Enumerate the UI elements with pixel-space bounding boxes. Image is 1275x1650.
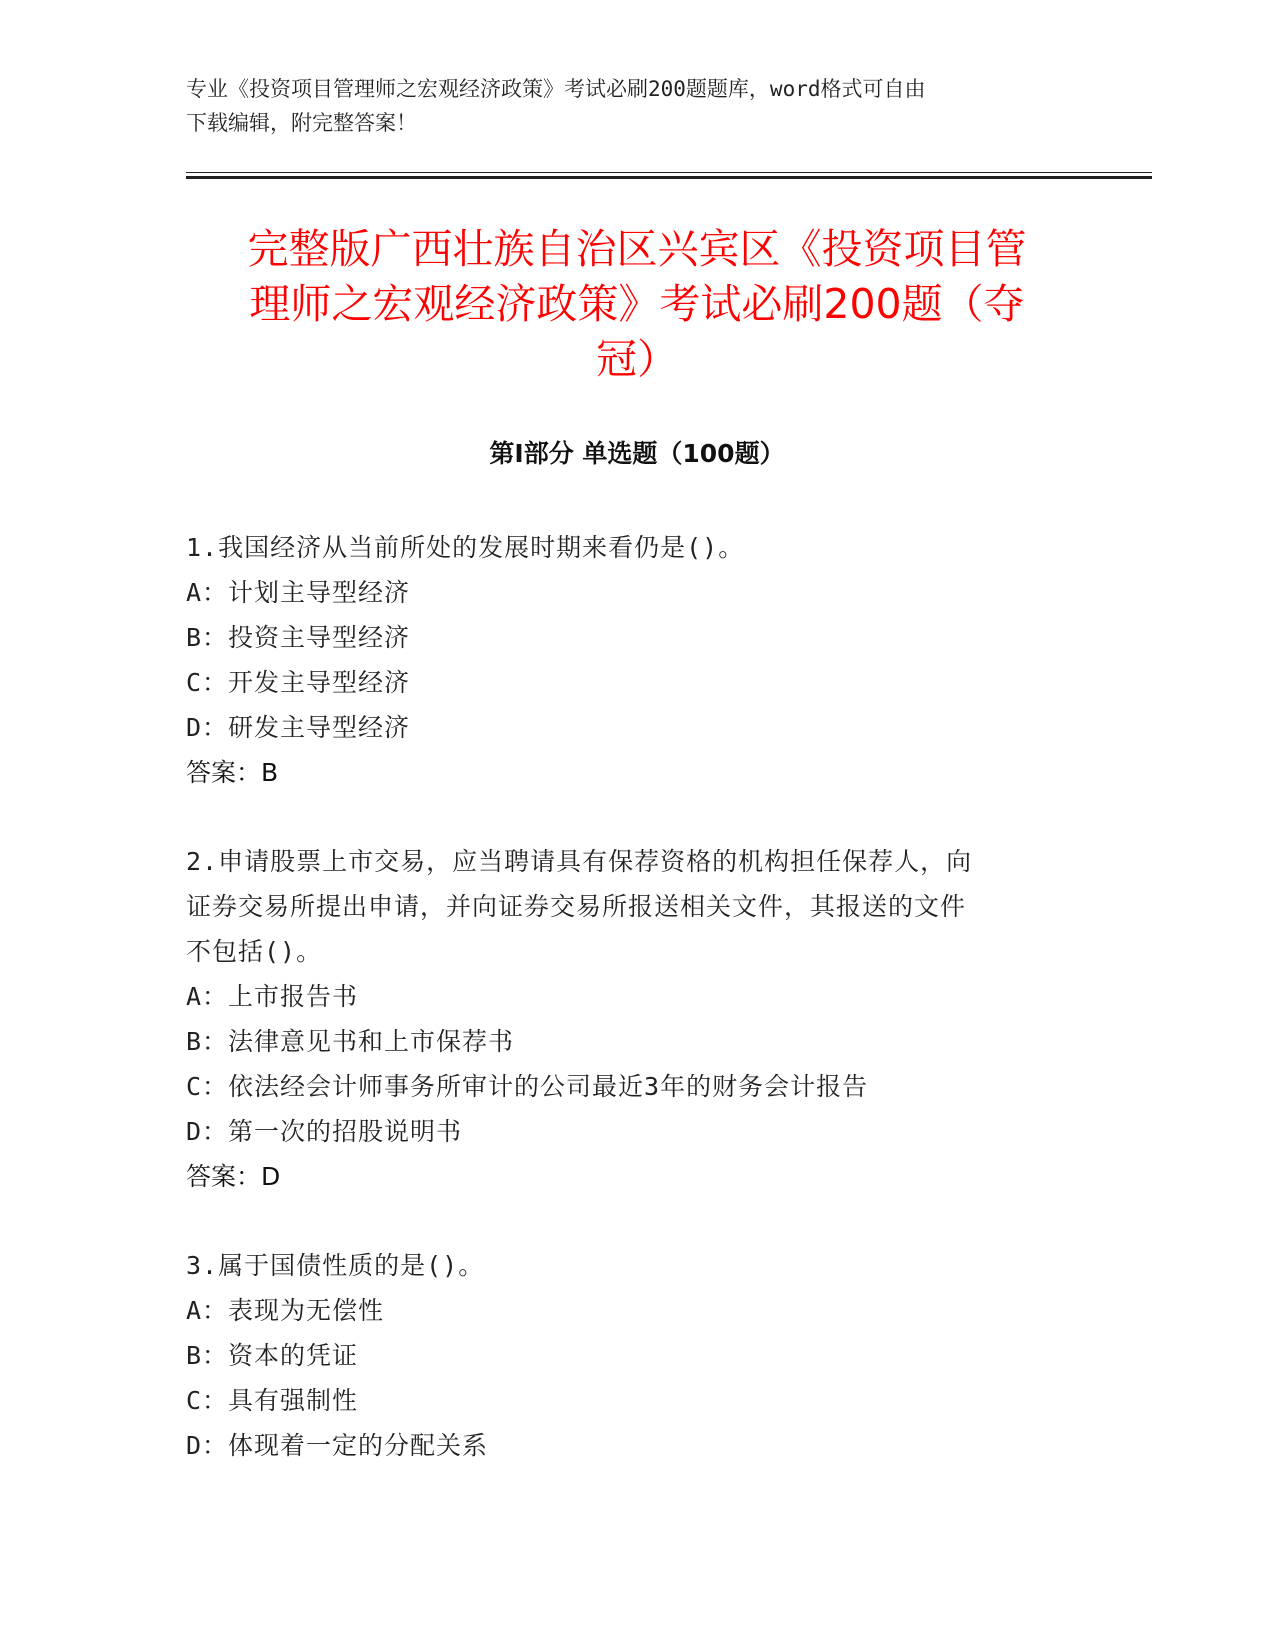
question-list [186,525,1066,1512]
option-d: D：研发主导型经济 [186,713,411,742]
header-note [186,72,1086,140]
answer-line: 答案：B [186,758,279,787]
header-divider-thin [186,172,1152,173]
document-title-line: 理师之宏观经济政策》考试必刷200题（夺 [249,280,1025,328]
option-b: B：法律意见书和上市保荐书 [186,1027,515,1056]
option-a: A：表现为无偿性 [186,1296,385,1325]
question-1 [186,525,1066,795]
option-c: C：开发主导型经济 [186,668,411,697]
question-stem: 不包括()。 [186,937,323,966]
answer-line: 答案：D [186,1162,281,1191]
header-divider-thick [186,176,1152,179]
document-title-line: 冠） [596,335,678,383]
option-a: A：计划主导型经济 [186,578,411,607]
header-note-line: 专业《投资项目管理师之宏观经济政策》考试必刷200题题库，word格式可自由 [186,77,926,101]
option-d: D：第一次的招股说明书 [186,1117,463,1146]
option-c: C：依法经会计师事务所审计的公司最近3年的财务会计报告 [186,1072,869,1101]
document-title [186,222,1088,387]
question-2 [186,839,1066,1199]
option-b: B：资本的凭证 [186,1341,359,1370]
section-heading: 第Ⅰ部分 单选题（100题） [489,439,785,468]
option-a: A：上市报告书 [186,982,359,1011]
question-stem: 1.我国经济从当前所处的发展时期来看仍是()。 [186,533,745,562]
option-b: B：投资主导型经济 [186,623,411,652]
question-stem: 3.属于国债性质的是()。 [186,1251,485,1280]
question-stem: 证券交易所提出申请，并向证券交易所报送相关文件，其报送的文件 [186,892,967,921]
option-d: D：体现着一定的分配关系 [186,1431,489,1460]
option-c: C：具有强制性 [186,1386,359,1415]
document-title-line: 完整版广西壮族自治区兴宾区《投资项目管 [247,225,1027,273]
question-stem: 2.申请股票上市交易，应当聘请具有保荐资格的机构担任保荐人，向 [186,847,973,876]
header-note-line: 下载编辑，附完整答案！ [186,111,417,135]
question-3 [186,1243,1066,1468]
